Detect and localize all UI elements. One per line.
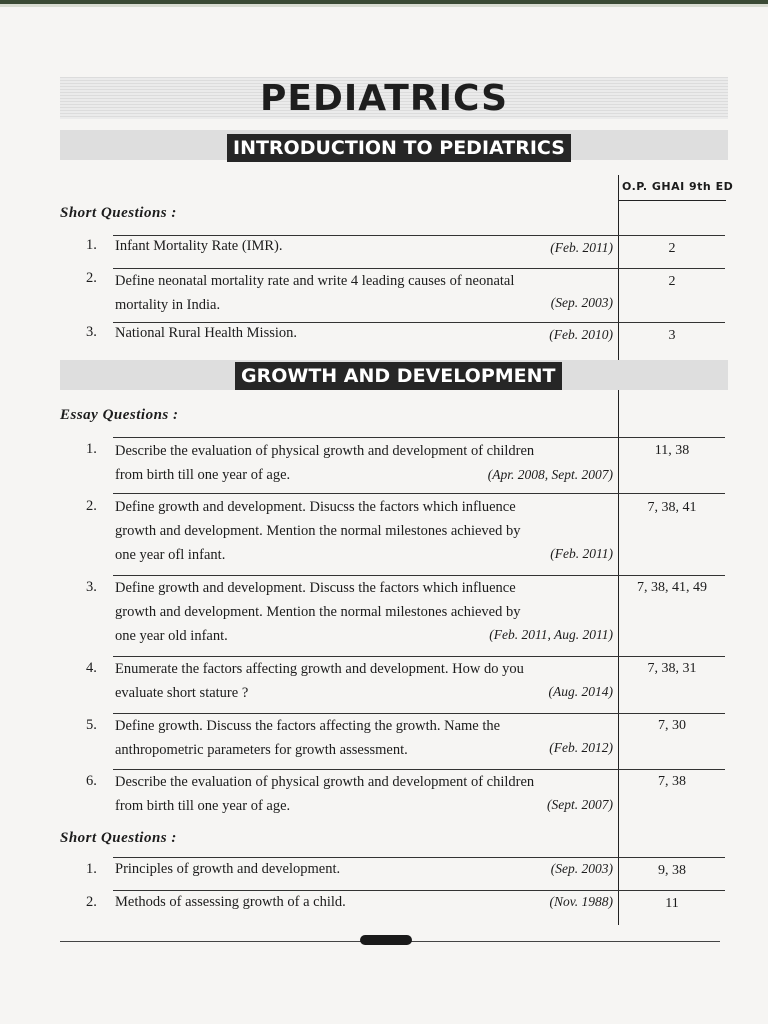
column-header-rule — [618, 200, 726, 201]
reference-pages: 7, 38, 41, 49 — [637, 580, 707, 595]
question-date: (Feb. 2012) — [549, 740, 613, 755]
reference-pages: 3 — [668, 328, 676, 343]
question-number: 5. — [86, 717, 97, 733]
question-number: 2. — [86, 498, 97, 514]
question-date: (Aug. 2014) — [548, 684, 613, 699]
question-date: (Nov. 1988) — [549, 894, 613, 909]
question-number: 6. — [86, 773, 97, 789]
question-text: Define growth. Discuss the factors affecting the growth. Name the anthropometric parameters for growth assessment. — [115, 718, 501, 758]
question-text: Define growth and development. Disucss the factors which influence growth and development. Mention the normal milestones achieved by one year ofl infant. — [115, 499, 521, 563]
reference-column-divider-bottom — [618, 390, 619, 925]
question-number: 4. — [86, 660, 97, 676]
question-number: 3. — [86, 324, 97, 340]
question-date: (Sep. 2003) — [550, 861, 613, 876]
question-text: Methods of assessing growth of a child. — [115, 894, 346, 910]
group-label-short-questions: Short Questions : — [60, 830, 177, 846]
question-date: (Feb. 2011) — [550, 240, 613, 255]
section-title-growth: GROWTH AND DEVELOPMENT — [235, 362, 562, 390]
question-text: Define neonatal mortality rate and write 4 leading causes of neonatal mortality in India. — [115, 273, 515, 313]
footer-ornament — [360, 935, 412, 945]
question-rule — [113, 437, 725, 438]
reference-pages: 9, 38 — [658, 863, 686, 878]
page-top-edge-shade — [0, 4, 768, 7]
question-text: Infant Mortality Rate (IMR). — [115, 238, 283, 254]
reference-pages: 7, 38, 31 — [647, 661, 697, 676]
question-text: Define growth and development. Discuss the factors which influence growth and development. Mention the normal milestones achieved by one year old infant. — [115, 580, 521, 644]
group-label-essay-questions: Essay Questions : — [60, 407, 179, 423]
section-title-intro: INTRODUCTION TO PEDIATRICS — [227, 134, 571, 162]
question-number: 3. — [86, 579, 97, 595]
question-number: 1. — [86, 861, 97, 877]
question-text: Principles of growth and development. — [115, 861, 341, 877]
question-date: (Feb. 2010) — [549, 327, 613, 342]
question-date: (Feb. 2011) — [550, 546, 613, 561]
reference-column-header: O.P. GHAI 9th ED — [622, 180, 734, 193]
page-title: PEDIATRICS — [259, 78, 508, 119]
question-date: (Sep. 2003) — [550, 295, 613, 310]
question-text: Describe the evaluation of physical growth and development of children from birth till one year of age. — [115, 443, 535, 483]
question-date: (Feb. 2011, Aug. 2011) — [489, 627, 613, 642]
reference-pages: 11, 38 — [654, 443, 690, 458]
reference-pages: 7, 38 — [658, 774, 686, 789]
reference-pages: 2 — [668, 274, 676, 289]
question-text: Describe the evaluation of physical growth and development of children from birth till one year of age. — [115, 774, 535, 814]
question-date: (Apr. 2008, Sept. 2007) — [487, 467, 613, 482]
reference-pages: 11 — [665, 896, 679, 911]
question-number: 2. — [86, 894, 97, 910]
reference-pages: 7, 38, 41 — [647, 500, 697, 515]
group-label-short-questions: Short Questions : — [60, 205, 177, 221]
question-number: 2. — [86, 270, 97, 286]
question-text: National Rural Health Mission. — [115, 325, 298, 341]
question-text: Enumerate the factors affecting growth and development. How do you evaluate short stature ? — [115, 661, 524, 701]
question-number: 1. — [86, 237, 97, 253]
question-number: 1. — [86, 441, 97, 457]
question-date: (Sept. 2007) — [547, 797, 613, 812]
question-rule — [113, 493, 725, 494]
reference-pages: 2 — [668, 241, 676, 256]
reference-pages: 7, 30 — [658, 718, 686, 733]
